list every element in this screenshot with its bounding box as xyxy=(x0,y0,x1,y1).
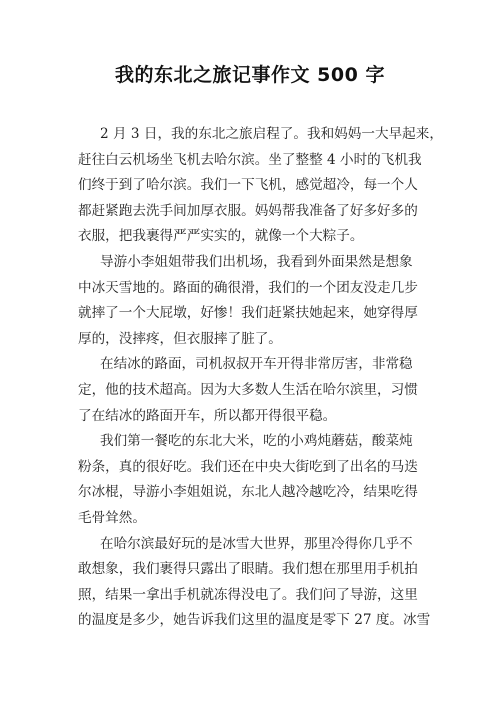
document-title: 我的东北之旅记事作文 500 字 xyxy=(115,64,385,86)
text-line: 都赶紧跑去洗手间加厚衣服。妈妈帮我准备了好多好多的 xyxy=(78,202,418,219)
text-line: 毛骨耸然。 xyxy=(78,509,146,526)
text-line: 的温度是多少，她告诉我们这里的温度是零下 27 度。冰雪 xyxy=(78,612,431,629)
text-line: 在结冰的路面，司机叔叔开车开得非常厉害，非常稳 xyxy=(100,356,413,373)
text-line: 衣服，把我裹得严严实实的，就像一个大粽子。 xyxy=(78,228,364,245)
text-line: 我们第一餐吃的东北大米，吃的小鸡炖蘑菇，酸菜炖 xyxy=(100,433,413,450)
text-line: 定，他的技术超高。因为大多数人生活在哈尔滨里，习惯 xyxy=(78,381,418,398)
text-line: 尔冰棍，导游小李姐姐说，东北人越冷越吃冷，结果吃得 xyxy=(78,484,418,501)
text-line: 了在结冰的路面开车，所以都开得很平稳。 xyxy=(78,407,337,424)
text-line: 们终于到了哈尔滨。我们一下飞机，感觉超冷，每一个人 xyxy=(78,177,418,194)
text-line: 2 月 3 日，我的东北之旅启程了。我和妈妈一大早起来， xyxy=(100,126,443,142)
text-line: 赶往白云机场坐飞机去哈尔滨。坐了整整 4 小时的飞机我 xyxy=(78,151,422,168)
text-line: 敢想象，我们裹得只露出了眼睛。我们想在那里用手机拍 xyxy=(78,561,418,578)
text-line: 就摔了一个大屁墩，好惨！我们赶紧扶她起来，她穿得厚 xyxy=(78,305,418,322)
text-line: 中冰天雪地的。路面的确很滑，我们的一个团友没走几步 xyxy=(78,279,418,296)
text-line: 粉条，真的很好吃。我们还在中央大街吃到了出名的马迭 xyxy=(78,458,418,475)
text-line: 在哈尔滨最好玩的是冰雪大世界，那里冷得你几乎不 xyxy=(100,535,413,552)
text-line: 照，结果一拿出手机就冻得没电了。我们问了导游，这里 xyxy=(78,586,418,603)
document-body xyxy=(78,122,448,634)
text-line: 导游小李姐姐带我们出机场，我看到外面果然是想象 xyxy=(100,253,413,270)
text-line: 厚的，没摔疼，但衣服摔了脏了。 xyxy=(78,330,282,347)
